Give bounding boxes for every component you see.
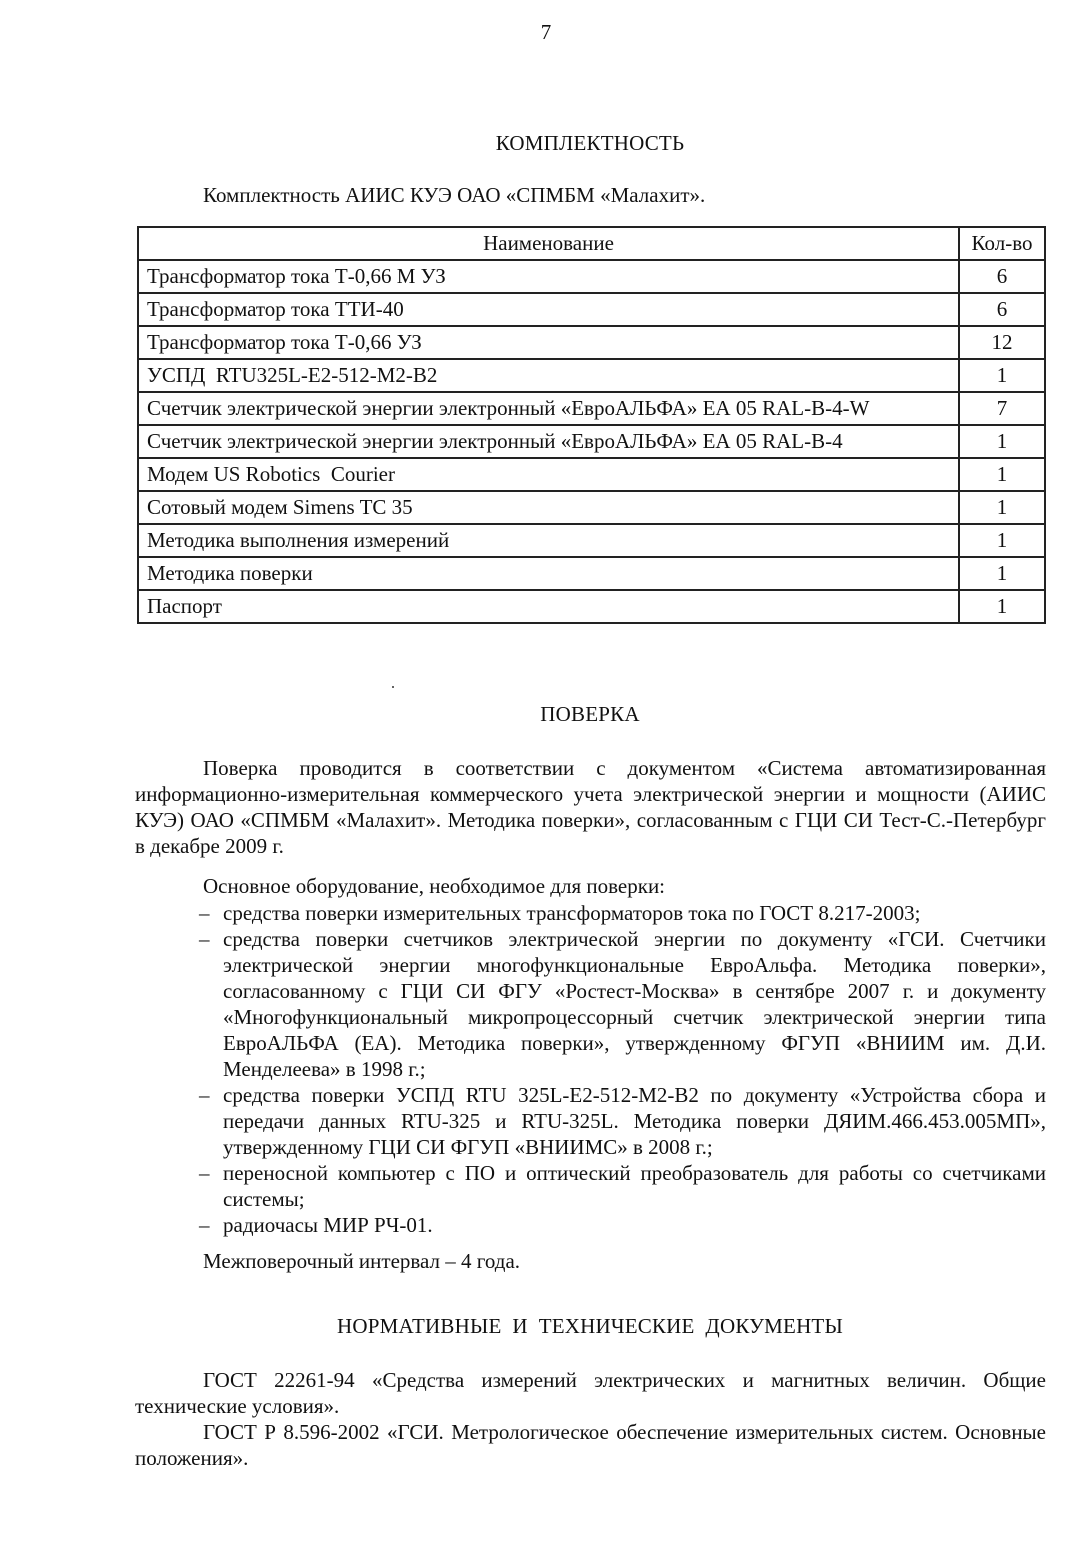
- equipment-block: [199, 873, 1046, 1274]
- table-row: [138, 260, 1045, 293]
- equipment-intro: Основное оборудование, необходимое для поверки:: [203, 874, 666, 898]
- completeness-table: [137, 226, 1046, 624]
- table-caption: Комплектность АИИС КУЭ ОАО «СПМБМ «Малахит».: [203, 183, 706, 207]
- table-row: [138, 590, 1045, 623]
- item-qty: 1: [959, 590, 1045, 623]
- dash-bullet: –: [199, 1083, 210, 1107]
- scan-speck: [392, 686, 394, 688]
- list-item: [199, 1212, 1046, 1238]
- item-qty: 12: [959, 326, 1045, 359]
- table-header-row: [138, 227, 1045, 260]
- normative-document: ГОСТ 22261-94 «Средства измерений электрических и магнитных величин. Общие технические условия».: [135, 1368, 1046, 1418]
- list-item-text: средства поверки измерительных трансформаторов тока по ГОСТ 8.217-2003;: [223, 901, 921, 925]
- table-row: [138, 293, 1045, 326]
- item-name: Сотовый модем Simens TC 35: [138, 491, 959, 524]
- normative-document: ГОСТ Р 8.596-2002 «ГСИ. Метрологическое обеспечение измерительных систем. Основные положения».: [135, 1420, 1046, 1470]
- table-row: [138, 557, 1045, 590]
- item-qty: 7: [959, 392, 1045, 425]
- dash-bullet: –: [199, 901, 210, 925]
- item-name: Трансформатор тока Т-0,66 УЗ: [138, 326, 959, 359]
- page-number: 7: [540, 20, 552, 44]
- list-item: [199, 926, 1046, 1082]
- table-row: [138, 392, 1045, 425]
- column-header-qty: Кол-во: [959, 227, 1045, 260]
- normative-documents: [135, 1367, 1046, 1471]
- section-title-normative: НОРМАТИВНЫЕ И ТЕХНИЧЕСКИЕ ДОКУМЕНТЫ: [337, 1314, 843, 1338]
- table-row: [138, 524, 1045, 557]
- dash-bullet: –: [199, 1161, 210, 1185]
- item-name: Паспорт: [138, 590, 959, 623]
- item-name: Модем US Robotics Courier: [138, 458, 959, 491]
- list-item: [199, 900, 1046, 926]
- verification-interval: Межповерочный интервал – 4 года.: [203, 1249, 521, 1273]
- dash-bullet: –: [199, 1213, 210, 1237]
- section-title-completeness: КОМПЛЕКТНОСТЬ: [495, 131, 685, 155]
- item-name: Счетчик электрической энергии электронный «ЕвроАЛЬФА» ЕА 05 RAL-B-4: [138, 425, 959, 458]
- item-qty: 1: [959, 524, 1045, 557]
- item-qty: 1: [959, 425, 1045, 458]
- table-row: [138, 326, 1045, 359]
- list-item-text: средства поверки УСПД RTU 325L-E2-512-M2-B2 по документу «Устройства сбора и передачи данных RTU-325 и RTU-325L. Методика поверки ДЯИМ.466.453.005МП», утвержденному ГЦИ СИ ФГУП «ВНИИМС» в 2008 г.;: [223, 1083, 1046, 1159]
- item-name: Трансформатор тока Т-0,66 М УЗ: [138, 260, 959, 293]
- table-row: [138, 359, 1045, 392]
- table-row: [138, 491, 1045, 524]
- section-title-verification: ПОВЕРКА: [540, 702, 640, 726]
- dash-bullet: –: [199, 927, 210, 951]
- table-row: [138, 458, 1045, 491]
- item-qty: 1: [959, 359, 1045, 392]
- item-name: Методика поверки: [138, 557, 959, 590]
- item-qty: 1: [959, 491, 1045, 524]
- list-item-text: переносной компьютер с ПО и оптический преобразователь для работы со счетчиками системы;: [223, 1161, 1046, 1211]
- list-item: [199, 1160, 1046, 1212]
- item-qty: 1: [959, 557, 1045, 590]
- item-qty: 6: [959, 260, 1045, 293]
- item-name: Методика выполнения измерений: [138, 524, 959, 557]
- table-row: [138, 425, 1045, 458]
- item-name: Счетчик электрической энергии электронный «ЕвроАЛЬФА» ЕА 05 RAL-B-4-W: [138, 392, 959, 425]
- item-qty: 6: [959, 293, 1045, 326]
- item-qty: 1: [959, 458, 1045, 491]
- item-name: УСПД RTU325L-E2-512-M2-B2: [138, 359, 959, 392]
- column-header-name: Наименование: [138, 227, 959, 260]
- item-name: Трансформатор тока ТТИ-40: [138, 293, 959, 326]
- list-item-text: средства поверки счетчиков электрической энергии по документу «ГСИ. Счетчики электрической энергии многофункциональные ЕвроАльфа. Методика поверки», согласованному с ГЦИ СИ ФГУ «Ростест-Москва» в сентябре 2007 г. и документу «Многофункциональный микропроцессорный счетчик электрической энергии типа ЕвроАЛЬФА (ЕА). Методика поверки», утвержденному ФГУП «ВНИИМ им. Д.И. Менделеева» в 1998 г.;: [223, 927, 1046, 1081]
- list-item-text: радиочасы МИР РЧ-01.: [223, 1213, 433, 1237]
- list-item: [199, 1082, 1046, 1160]
- equipment-list: [199, 900, 1046, 1238]
- verification-paragraph: Поверка проводится в соответствии с документом «Система автоматизированная информационно-измерительная коммерческого учета электрической энергии и мощности (АИИС КУЭ) ОАО «СПМБМ «Малахит». Методика поверки», согласованным с ГЦИ СИ Тест-С.-Петербург в декабре 2009 г.: [135, 756, 1046, 858]
